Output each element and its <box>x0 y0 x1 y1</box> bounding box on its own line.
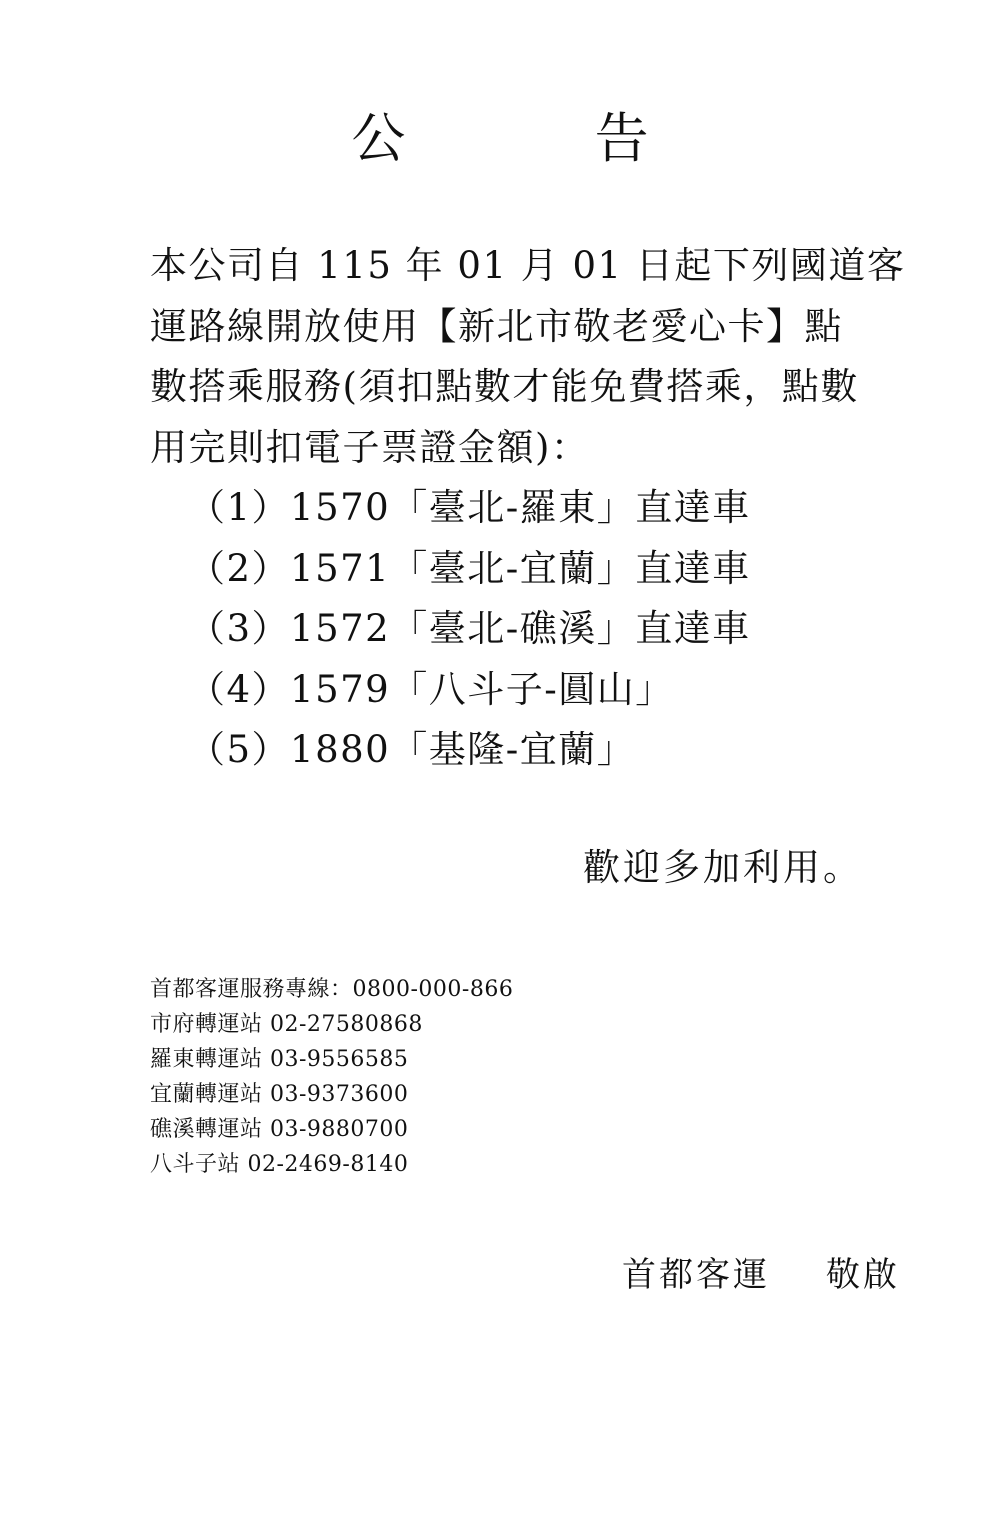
notice-paragraph <box>150 236 950 478</box>
welcome-text: 歡迎多加利用。 <box>583 846 863 889</box>
paragraph-line: 本公司自 115 年 01 月 01 日起下列國道客 <box>150 244 906 287</box>
contact-station: 市府轉運站 02-27580868 <box>150 1012 423 1037</box>
route-list <box>188 478 751 781</box>
signature-company: 首都客運 <box>622 1255 770 1295</box>
contact-hotline: 首都客運服務專線：0800-000-866 <box>150 977 514 1002</box>
contact-station: 礁溪轉運站 03-9880700 <box>150 1117 409 1142</box>
paragraph-line: 數搭乘服務(須扣點數才能免費搭乘，點數 <box>150 365 859 408</box>
paragraph-line: 運路線開放使用【新北市敬老愛心卡】點 <box>150 304 843 348</box>
route-item: （4）1579「八斗子-圓山」 <box>188 667 674 711</box>
contact-station: 八斗子站 02-2469-8140 <box>150 1152 409 1177</box>
route-item: （3）1572「臺北-礁溪」直達車 <box>188 607 751 650</box>
route-item: （1）1570「臺北-羅東」直達車 <box>188 486 751 529</box>
notice-title: 公 告 <box>351 107 735 171</box>
route-item: （5）1880「基隆-宜蘭」 <box>188 728 636 771</box>
route-item: （2）1571「臺北-宜蘭」直達車 <box>188 546 751 590</box>
paragraph-line: 用完則扣電子票證金額)： <box>150 425 590 469</box>
contact-station: 羅東轉運站 03-9556585 <box>150 1047 409 1072</box>
contact-station: 宜蘭轉運站 03-9373600 <box>150 1082 409 1107</box>
contact-list <box>150 972 513 1182</box>
signature-closing: 敬啟 <box>826 1255 900 1295</box>
signature <box>622 1248 900 1302</box>
